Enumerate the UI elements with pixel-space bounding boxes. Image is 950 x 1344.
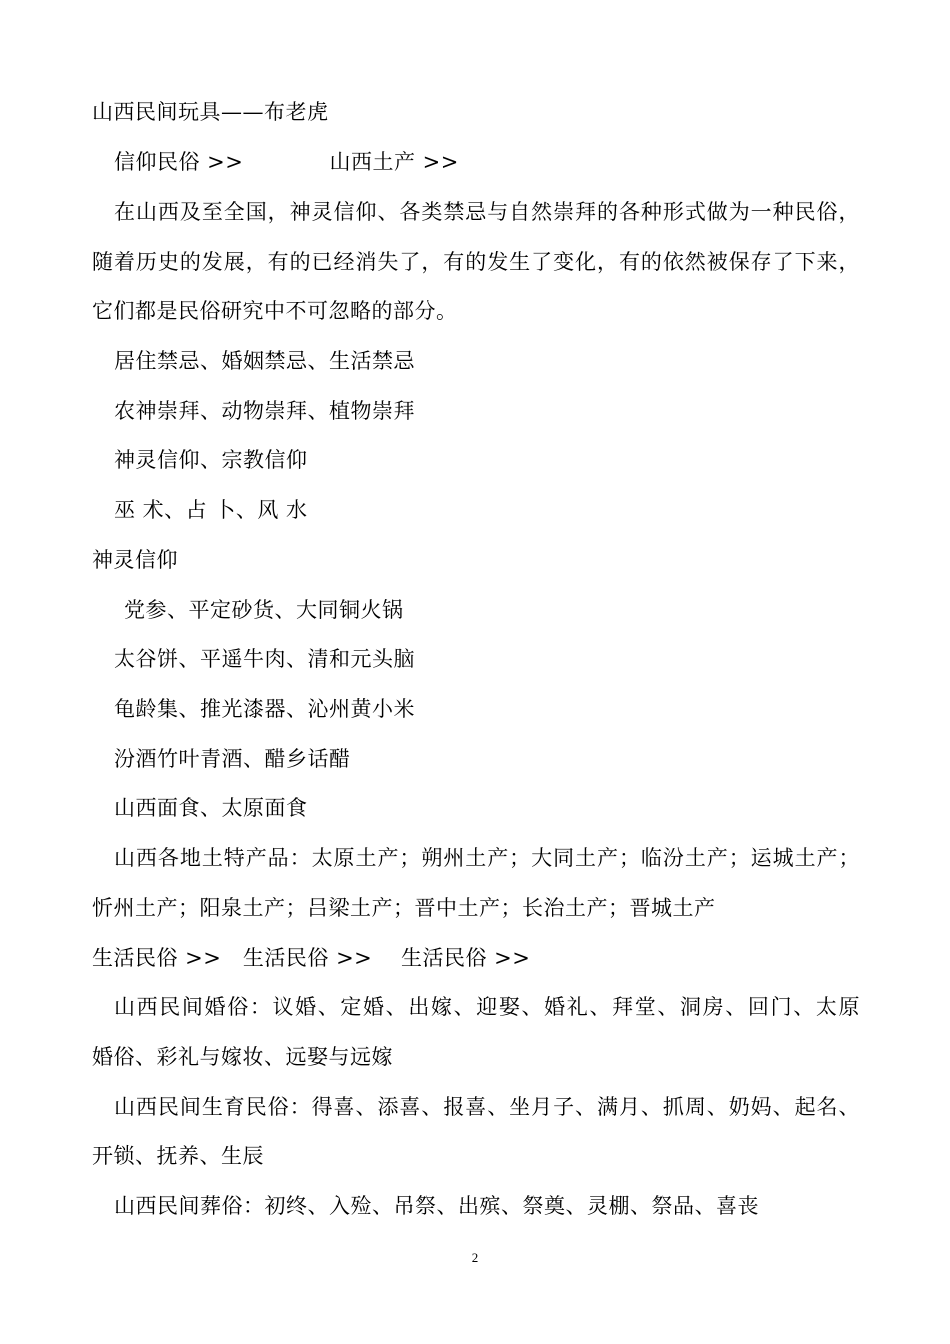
belief-list-item: 神灵信仰、宗教信仰 [114, 448, 308, 472]
divination-list-item: 巫 术、占 卜、风 水 [114, 498, 308, 522]
nav-links-folk-belief-local-products[interactable]: 信仰民俗 >> 山西土产 >> [114, 150, 459, 174]
worship-list-item: 农神崇拜、动物崇拜、植物崇拜 [114, 399, 415, 423]
nav-links-life-customs[interactable]: 生活民俗 >> 生活民俗 >> 生活民俗 >> [92, 946, 531, 970]
intro-line-2: 随着历史的发展，有的已经消失了，有的发生了变化，有的依然被保存了下来， [92, 250, 860, 274]
birth-customs-line-2: 开锁、抚养、生辰 [92, 1144, 264, 1168]
page-number: 2 [471, 1250, 479, 1265]
birth-customs-line-1: 山西民间生育民俗：得喜、添喜、报喜、坐月子、满月、抓周、奶妈、起名、 [114, 1095, 860, 1119]
product-list-item: 党参、平定砂货、大同铜火锅 [124, 598, 404, 622]
taboo-list-item: 居住禁忌、婚姻禁忌、生活禁忌 [114, 349, 415, 373]
product-list-item: 汾酒竹叶青酒、醋乡话醋 [114, 747, 351, 771]
product-list-item: 山西面食、太原面食 [114, 796, 308, 820]
intro-line-3: 它们都是民俗研究中不可忽略的部分。 [92, 299, 458, 323]
page-title: 山西民间玩具——布老虎 [92, 100, 329, 124]
regional-products-line-1: 山西各地土特产品：太原土产；朔州土产；大同土产；临汾土产；运城土产； [114, 846, 860, 870]
product-list-item: 太谷饼、平遥牛肉、清和元头脑 [114, 647, 415, 671]
product-list-item: 龟龄集、推光漆器、沁州黄小米 [114, 697, 415, 721]
funeral-customs-line: 山西民间葬俗：初终、入殓、吊祭、出殡、祭奠、灵棚、祭品、喜丧 [114, 1194, 759, 1218]
regional-products-line-2: 忻州土产；阳泉土产；吕梁土产；晋中土产；长治土产；晋城土产 [92, 896, 716, 920]
intro-line-1: 在山西及至全国，神灵信仰、各类禁忌与自然崇拜的各种形式做为一种民俗， [114, 200, 860, 224]
wedding-customs-line-2: 婚俗、彩礼与嫁妆、远娶与远嫁 [92, 1045, 393, 1069]
section-heading-belief: 神灵信仰 [92, 548, 178, 572]
wedding-customs-line-1: 山西民间婚俗：议婚、定婚、出嫁、迎娶、婚礼、拜堂、洞房、回门、太原 [114, 995, 860, 1019]
